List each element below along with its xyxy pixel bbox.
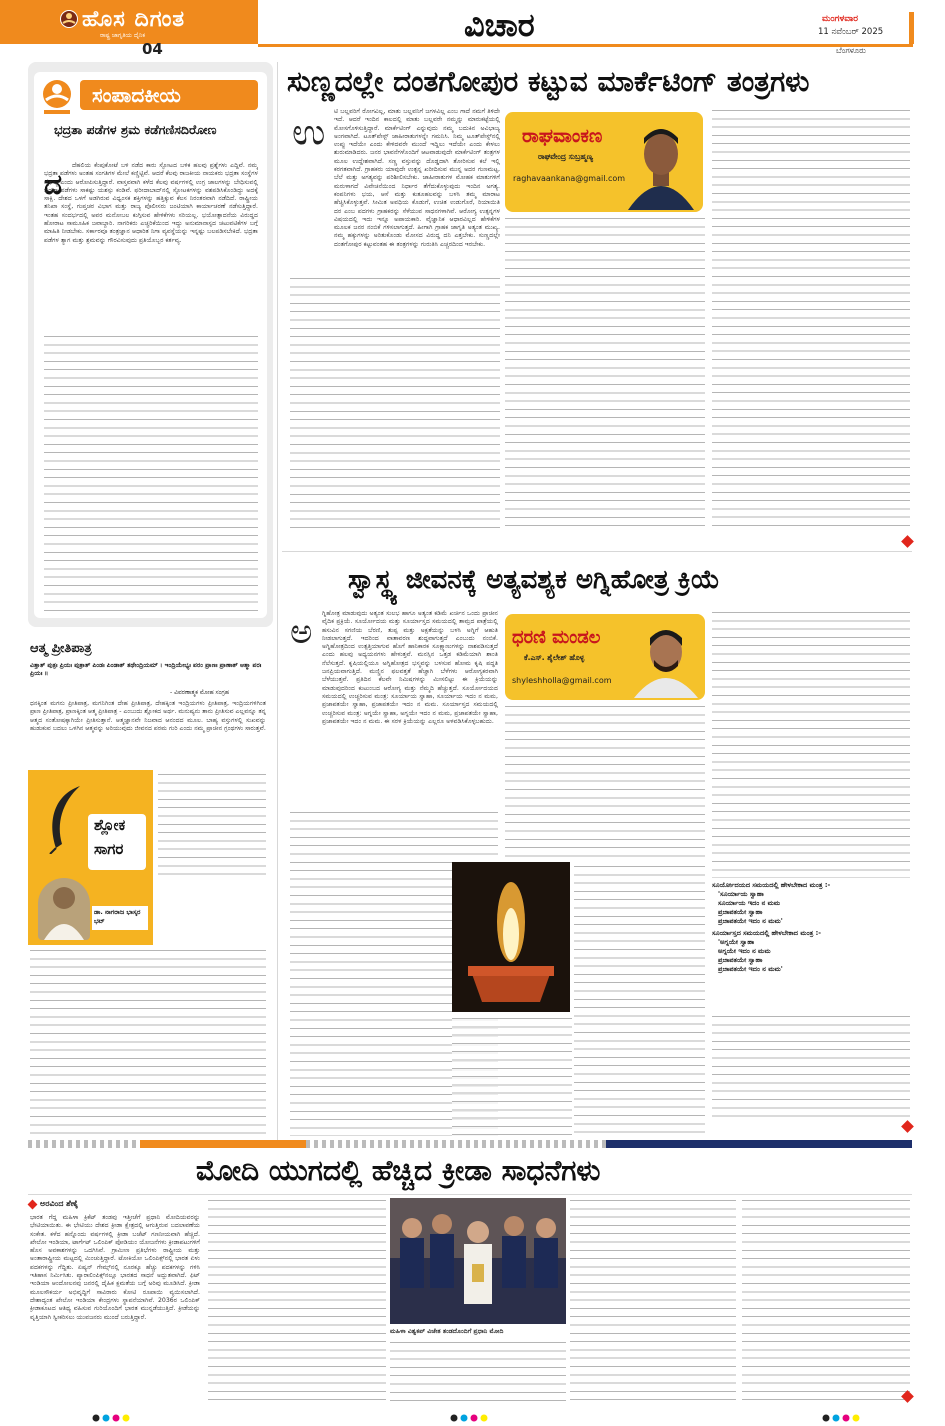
editorial-dropcap: ದ (44, 168, 63, 201)
mantra-1-line-4: ಪ್ರಜಾಪತಯೇ ಇದಂ ನ ಮಮ' (718, 917, 783, 925)
city: ಬೆಂಗಳೂರು (836, 46, 866, 55)
editorial-heading: ಸಂಪಾದಕೀಯ (92, 83, 181, 107)
editorial-title: ಭದ್ರತಾ ಪಡೆಗಳ ಶ್ರಮ ಕಡೆಗಣಿಸದಿರೋಣ (54, 122, 217, 137)
logo-icon (60, 10, 78, 28)
section-title: ವಿಚಾರ (464, 6, 535, 44)
logo-title: ಹೊಸ ದಿಗಂತ (82, 6, 186, 32)
columnist-name: ಡಾ. ನಾಗರಾಜ ಭಾಸ್ಕರ ಭಟ್ (94, 908, 141, 925)
article2-author-photo (630, 616, 702, 698)
shloka-label-1: ಶ್ಲೋಕ (94, 816, 126, 834)
quill-icon (42, 784, 84, 854)
mantra-heading-1: ಸೂರ್ಯೋದಯದ ಸಮಯದಲ್ಲಿ ಹೇಳಬೇಕಾದ ಮಂತ್ರ :- (712, 881, 831, 889)
article2-author: ಕೆ.ಎಸ್. ಶೈಲೇಶ್ ಹೊಳ್ಳ (524, 653, 585, 662)
article2-body: ಗ್ನಿಹೋತ್ರ ಮಾಡುವುದು ಅತ್ಯಂತ ಸುಲಭ ಹಾಗೂ ಅತ್ಯಂತ ಕಡಿಮೆ ಖರ್ಚಿನ ಒಂದು ಪ್ರಾಚೀನ ವೈದಿಕ ಪ್ರಕ್ರಿಯೆ. ಸೂರ್ಯೋದಯ ಮತ್ತು ಸೂರ್ಯಾಸ್ತದ ಸಮಯದಲ್ಲಿ ತಾಮ್ರದ ಪಾತ್ರೆಯಲ್ಲಿ ಹಸುವಿನ ಸಗಣಿಯ ಬೆರಣಿ, ತುಪ್ಪ ಮತ್ತು ಅಕ್ಷತೆಯನ್ನು ಬಳಸಿ ಅಗ್ನಿಗೆ ಆಹುತಿ ನೀಡಲಾಗುತ್ತದೆ. ಇದರಿಂದ ವಾತಾವರಣ ಶುದ್ಧವಾಗುತ್ತದೆ ಎಂಬುದು ನಂಬಿಕೆ. ಅಗ್ನಿಹೋತ್ರದಿಂದ ಉತ್ಪತ್ತಿಯಾಗುವ ಹೊಗೆ ಹಾನಿಕಾರಕ ಸೂಕ್ಷ್ಮಾಣುಗಳನ್ನು ನಾಶಪಡಿಸುತ್ತದೆ ಎಂದು ಹಲವು ಅಧ್ಯಯನಗಳು ಹೇಳುತ್ತವೆ. ಮನಸ್ಸಿನ ಒತ್ತಡ ಕಡಿಮೆಯಾಗಿ ಶಾಂತಿ ನೆಲೆಸುತ್ತದೆ. ಕೃಷಿಯಲ್ಲಿಯೂ ಅಗ್ನಿಹೋತ್ರದ ಭಸ್ಮವನ್ನು ಬಳಸುವ ಹೋಮ ಕೃಷಿ ಪದ್ಧತಿ ಜನಪ್ರಿಯವಾಗುತ್ತಿದೆ. ಮಣ್ಣಿನ ಫಲವತ್ತತೆ ಹೆಚ್ಚಾಗಿ ಬೆಳೆಗಳು ಆರೋಗ್ಯಕರವಾಗಿ ಬೆಳೆಯುತ್ತವೆ. ಪ್ರತಿದಿನ ಕೆಲವೇ ನಿಮಿಷಗಳನ್ನು ಮೀಸಲಿಟ್ಟು ಈ ಕ್ರಿಯೆಯನ್ನು ಮಾಡುವುದರಿಂದ ಕುಟುಂಬದ ಆರೋಗ್ಯ ಮತ್ತು ನೆಮ್ಮದಿ ಹೆಚ್ಚುತ್ತದೆ. ಸೂರ್ಯೋದಯದ ಸಮಯದಲ್ಲಿ ಉಚ್ಚರಿಸುವ ಮಂತ್ರ: ಸೂರ್ಯಾಯ ಸ್ವಾಹಾ, ಸೂರ್ಯಾಯ ಇದಂ ನ ಮಮ, ಪ್ರಜಾಪತಯೇ ಸ್ವಾಹಾ, ಪ್ರಜಾಪತಯೇ ಇದಂ ನ ಮಮ. ಸೂರ್ಯಾಸ್ತದ ಸಮಯದಲ್ಲಿ ಉಚ್ಚರಿಸುವ ಮಂತ್ರ: ಅಗ್ನಯೇ ಸ್ವಾಹಾ, ಅಗ್ನಯೇ ಇದಂ ನ ಮಮ, ಪ್ರಜಾಪತಯೇ ಸ್ವಾಹಾ, ಪ್ರಜಾಪತಯೇ ಇದಂ ನ ಮಮ. ಈ ಸರಳ ಕ್ರಿಯೆಯನ್ನು ಎಲ್ಲರೂ ಅಳವಡಿಸಿಕೊಳ್ಳಬಹುದು. (322, 610, 498, 725)
mantra-2-line-1: 'ಅಗ್ನಯೇ ಸ್ವಾಹಾ (718, 938, 755, 946)
article1-col3 (712, 108, 910, 528)
page-number: 04 (142, 40, 163, 58)
article3-body: ಭಾರತ ಗೆದ್ದ ಮಹಿಳಾ ಕ್ರಿಕೆಟ್ ತಂಡವು ಇತ್ತೀಚೆಗೆ ಪ್ರಧಾನಿ ಮೋದಿಯವರನ್ನು ಭೇಟಿಯಾಯಿತು. ಈ ಭೇಟಿಯು ದೇಶದ ಕ್ರೀಡಾ ಕ್ಷೇತ್ರದಲ್ಲಿ ಆಗುತ್ತಿರುವ ಬದಲಾವಣೆಯ ಸಂಕೇತ. ಕಳೆದ ಹನ್ನೊಂದು ವರ್ಷಗಳಲ್ಲಿ ಕ್ರೀಡಾ ಬಜೆಟ್ ಗಣನೀಯವಾಗಿ ಹೆಚ್ಚಿದೆ. ಖೇಲೋ ಇಂಡಿಯಾ, ಟಾರ್ಗೆಟ್ ಒಲಿಂಪಿಕ್ ಪೋಡಿಯಂ ಯೋಜನೆಗಳು ಕ್ರೀಡಾಪಟುಗಳಿಗೆ ಹೊಸ ಅವಕಾಶಗಳನ್ನು ಒದಗಿಸಿವೆ. ಗ್ರಾಮೀಣ ಪ್ರತಿಭೆಗಳು ರಾಷ್ಟ್ರೀಯ ಮತ್ತು ಅಂತಾರಾಷ್ಟ್ರೀಯ ಮಟ್ಟದಲ್ಲಿ ಮಿಂಚುತ್ತಿದ್ದಾರೆ. ಟೋಕಿಯೋ ಒಲಿಂಪಿಕ್ಸ್‌ನಲ್ಲಿ ಭಾರತ ಏಳು ಪದಕಗಳನ್ನು ಗೆದ್ದಿತು. ಏಷ್ಯನ್ ಗೇಮ್ಸ್‌ನಲ್ಲಿ ನೂರಕ್ಕೂ ಹೆಚ್ಚು ಪದಕಗಳನ್ನು ಗಳಿಸಿ ಇತಿಹಾಸ ನಿರ್ಮಿಸಿತು. ಪ್ಯಾರಾಲಿಂಪಿಕ್ಸ್‌ನಲ್ಲೂ ಭಾರತದ ಸಾಧನೆ ಅದ್ಭುತವಾಗಿದೆ. ಫಿಟ್ ಇಂಡಿಯಾ ಆಂದೋಲನವು ಜನರಲ್ಲಿ ದೈಹಿಕ ಕ್ಷಮತೆಯ ಬಗ್ಗೆ ಅರಿವು ಮೂಡಿಸಿದೆ. ಕ್ರೀಡಾ ಮೂಲಸೌಕರ್ಯ ಅಭಿವೃದ್ಧಿಗೆ ಸಾವಿರಾರು ಕೋಟಿ ರೂಪಾಯಿ ವ್ಯಯಿಸಲಾಗಿದೆ. ದೇಶಾದ್ಯಂತ ಖೇಲೋ ಇಂಡಿಯಾ ಕೇಂದ್ರಗಳು ಸ್ಥಾಪನೆಯಾಗಿವೆ. 2036ರ ಒಲಿಂಪಿಕ್ ಕ್ರೀಡಾಕೂಟದ ಆತಿಥ್ಯ ವಹಿಸುವ ಗುರಿಯೊಂದಿಗೆ ಭಾರತ ಮುನ್ನಡೆಯುತ್ತಿದೆ. ಕ್ರೀಡೆಯನ್ನು ವೃತ್ತಿಯಾಗಿ ಸ್ವೀಕರಿಸಲು ಯುವಜನರು ಮುಂದೆ ಬರುತ್ತಿದ್ದಾರೆ. (30, 1214, 200, 1321)
mantra-1-line-2: ಸೂರ್ಯಾಯ ಇದಂ ನ ಮಮ (718, 899, 781, 907)
article1-title: ಸುಣ್ಣದಲ್ಲೇ ದಂತಗೋಪುರ ಕಟ್ಟುವ ಮಾರ್ಕೆಟಿಂಗ್ ತಂತ್ರಗಳು (287, 65, 810, 98)
article3-photo (390, 1198, 566, 1324)
article2-col2-top (505, 704, 705, 860)
article1-end-icon (901, 535, 914, 548)
article3-title: ಮೋದಿ ಯುಗದಲ್ಲಿ ಹೆಚ್ಚಿದ ಕ್ರೀಡಾ ಸಾಧನೆಗಳು (196, 1154, 601, 1187)
mantra-2-line-4: ಪ್ರಜಾಪತಯೇ ಇದಂ ನ ಮಮ' (718, 965, 783, 973)
divider-horizontal-1 (282, 551, 912, 552)
article1-col1 (290, 276, 500, 528)
article1-col2 (505, 216, 705, 528)
shloka-label-2: ಸಾಗರ (94, 840, 124, 858)
atma-body-continued-2 (30, 948, 266, 1140)
article3-photo-caption: ಮಹಿಳಾ ವಿಶ್ವಕಪ್ ವಿಜೇತ ತಂಡದೊಂದಿಗೆ ಪ್ರಧಾನಿ ಮೋದಿ (390, 1328, 504, 1335)
shloka-sagara-logo (28, 770, 153, 945)
article2-col2-bottom (574, 864, 705, 1136)
editorial-body: ದೆಹಲಿಯ ಕೆಂಪುಕೋಟೆ ಬಳಿ ನಡೆದ ಕಾರು ಸ್ಫೋಟದ ಬಳಿಕ ಹಲವು ಪ್ರಶ್ನೆಗಳು ಎದ್ದಿವೆ. ನಮ್ಮ ಭದ್ರತಾ ಪಡೆಗಳು ಅಂತಹ ಸಂಗತಿಗಳ ಮೇಲೆ ಕಣ್ಣಿಟ್ಟಿವೆ. ಆದರೆ ಕೆಲವು ರಾಜಕೀಯ ನಾಯಕರು ಭದ್ರತಾ ಸಂಸ್ಥೆಗಳ ವೈಫಲ್ಯ ಎಂದು ಆರೋಪಿಸುತ್ತಿದ್ದಾರೆ. ವಾಸ್ತವವಾಗಿ ಕಳೆದ ಕೆಲವು ವರ್ಷಗಳಲ್ಲಿ ಉಗ್ರ ಜಾಲಗಳನ್ನು ಬೇಧಿಸುವಲ್ಲಿ ಭದ್ರತಾ ಪಡೆಗಳು ಸಾಕಷ್ಟು ಯಶಸ್ಸು ಕಂಡಿವೆ. ಫರೀದಾಬಾದ್‌ನಲ್ಲಿ ಸ್ಫೋಟಕಗಳನ್ನು ವಶಪಡಿಸಿಕೊಂಡಿದ್ದು ಅದಕ್ಕೆ ಸಾಕ್ಷಿ. ದೇಶದ ಒಳಗೆ ಅಡಗಿರುವ ವಿಧ್ವಂಸಕ ಶಕ್ತಿಗಳನ್ನು ಹತ್ತಿಕ್ಕುವ ಕೆಲಸ ನಿರಂತರವಾಗಿ ನಡೆದಿದೆ. ರಾಷ್ಟ್ರೀಯ ತನಿಖಾ ಸಂಸ್ಥೆ, ಗುಪ್ತಚರ ವಿಭಾಗ ಮತ್ತು ರಾಜ್ಯ ಪೊಲೀಸರು ಜಂಟಿಯಾಗಿ ಕಾರ್ಯಾಚರಣೆ ನಡೆಸುತ್ತಿದ್ದಾರೆ. ಇಂತಹ ಸಂದರ್ಭದಲ್ಲಿ ಅವರ ಮನೋಬಲ ಕುಗ್ಗಿಸುವ ಹೇಳಿಕೆಗಳು ಸರಿಯಲ್ಲ. ಭಯೋತ್ಪಾದನೆಯ ವಿರುದ್ಧದ ಹೋರಾಟ ಸಾಮೂಹಿಕ ಜವಾಬ್ದಾರಿ. ನಾಗರಿಕರು ಎಚ್ಚರಿಕೆಯಿಂದ ಇದ್ದು ಅನುಮಾನಾಸ್ಪದ ಚಟುವಟಿಕೆಗಳ ಬಗ್ಗೆ ಮಾಹಿತಿ ನೀಡಬೇಕು. ಸರ್ಕಾರವೂ ತಂತ್ರಜ್ಞಾನ ಆಧಾರಿತ ನಿಗಾ ವ್ಯವಸ್ಥೆಯನ್ನು ಇನ್ನಷ್ಟು ಬಲಪಡಿಸಬೇಕಿದೆ. ಭದ್ರತಾ ಪಡೆಗಳ ತ್ಯಾಗ ಮತ್ತು ಶ್ರಮವನ್ನು ಗೌರವಿಸುವುದು ಪ್ರತಿಯೊಬ್ಬರ ಕರ್ತವ್ಯ. (44, 162, 258, 244)
registration-marks-left (92, 1407, 152, 1415)
mantra-2-line-2: ಅಗ್ನಯೇ ಇದಂ ನ ಮಮ (718, 947, 771, 955)
divider-left (277, 62, 278, 1142)
masthead-rule (258, 44, 913, 47)
masthead (0, 0, 945, 62)
article2-title: ಸ್ವಾಸ್ಥ್ಯ ಜೀವನಕ್ಕೆ ಅತ್ಯವಶ್ಯಕ ಅಗ್ನಿಹೋತ್ರ ಕ್ರಿಯೆ (348, 565, 720, 595)
article3-author-icon (28, 1200, 38, 1210)
atma-verse: ವಿತ್ತಾತ್ ಪುತ್ರಃ ಪ್ರಿಯಃ ಪುತ್ರಾತ್ ಪಿಂಡಃ ಪಿಂಡಾತ್ ತಥೇಂದ್ರಿಯಮ್ । ಇಂದ್ರಿಯೇಭ್ಯಃ ಪರಂ ಪ್ರಾಣಃ ಪ್ರಾಣಾತ್ ಆತ್ಮಾ ಪರಃ ಪ್ರಿಯಃ ॥ (30, 662, 262, 678)
article2-column-name: ಧರಣಿ ಮಂಡಲ (512, 627, 601, 648)
article1-column-name: ರಾಘವಾಂಕಣ (522, 125, 603, 147)
color-strip-navy (606, 1140, 912, 1148)
article1-email: raghavaankana@gmail.com (513, 174, 626, 183)
columnist-photo (38, 878, 90, 940)
article3-col5 (742, 1198, 910, 1402)
mantra-block (712, 880, 910, 1010)
mantra-1-line-3: ಪ್ರಜಾಪತಯೇ ಸ್ವಾಹಾ (718, 908, 763, 916)
agnihotra-photo (452, 862, 570, 1012)
editorial-body-continued (44, 334, 258, 616)
article2-end-icon (901, 1120, 914, 1133)
article2-col3-top (712, 610, 910, 878)
logo-subtitle: ರಾಷ್ಟ್ರ ಜಾಗೃತಿಯ ದೈನಿಕ (100, 32, 146, 39)
article3-col4 (570, 1198, 736, 1402)
article3-col2 (208, 1198, 386, 1402)
registration-marks-right (822, 1407, 882, 1415)
atma-body-continued (158, 772, 266, 882)
article1-dropcap: ಉ (292, 112, 326, 153)
color-strip-gray (28, 1140, 138, 1148)
day: ಮಂಗಳವಾರ (822, 14, 859, 24)
article2-col2-bottom2 (452, 1016, 572, 1136)
article1-author-photo (622, 114, 700, 210)
article2-email: shyleshholla@gmail.com (512, 676, 612, 685)
color-strip-orange (140, 1140, 306, 1148)
date: 11 ನವೆಂಬರ್ 2025 (818, 27, 884, 37)
registration-marks-center (450, 1407, 510, 1415)
atma-source: - ವಿವರಣಾತ್ಮಕ ಮೋಹ ಸಂಗ್ರಹ (170, 689, 230, 696)
mantra-heading-2: ಸೂರ್ಯಾಸ್ತದ ಸಮಯದಲ್ಲಿ ಹೇಳಬೇಕಾದ ಮಂತ್ರ :- (712, 929, 821, 937)
atma-body: ಧನಕ್ಕಿಂತ ಮಗನು ಪ್ರೀತಿಪಾತ್ರ, ಮಗನಿಗಿಂತ ದೇಹ ಪ್ರೀತಿಪಾತ್ರ, ದೇಹಕ್ಕಿಂತ ಇಂದ್ರಿಯಗಳು ಪ್ರೀತಿಪಾತ್ರ, ಇಂದ್ರಿಯಗಳಿಗಿಂತ ಪ್ರಾಣ ಪ್ರೀತಿಪಾತ್ರ, ಪ್ರಾಣಕ್ಕಿಂತ ಆತ್ಮ ಪ್ರೀತಿಪಾತ್ರ - ಎಂಬುದು ಶ್ಲೋಕದ ಅರ್ಥ. ಮನುಷ್ಯನು ತಾನು ಪ್ರೀತಿಸುವ ಎಲ್ಲವನ್ನೂ ತನ್ನ ಆತ್ಮದ ಸಂತೋಷಕ್ಕಾಗಿಯೇ ಪ್ರೀತಿಸುತ್ತಾನೆ. ಆತ್ಮಜ್ಞಾನವೇ ನಿಜವಾದ ಆನಂದದ ಮೂಲ. ಬಾಹ್ಯ ವಸ್ತುಗಳಲ್ಲಿ ಸುಖವನ್ನು ಹುಡುಕುವ ಬದಲು ಒಳಗಿನ ಆತ್ಮವನ್ನು ಅರಿಯುವುದು ಜೀವನದ ಪರಮ ಗುರಿ ಎಂದು ನಮ್ಮ ಪ್ರಾಚೀನ ಗ್ರಂಥಗಳು ಸಾರುತ್ತವೆ. (30, 700, 266, 732)
article1-author: ರಾಘವೇಂದ್ರ ಸುಬ್ರಹ್ಮಣ್ಯ (538, 152, 593, 161)
article1-body: ಟಿ ಬಲ್ಲವರಿಗೆ ರೋಗವಿಲ್ಲ, ಮಾತು ಬಲ್ಲವನಿಗೆ ಜಗಳವಿಲ್ಲ ಎಂಬ ಗಾದೆ ನಮಗೆ ತಿಳಿದೇ ಇದೆ. ಆದರೆ ಇಂದಿನ ಕಾಲದಲ್ಲಿ ಮಾತು ಬಲ್ಲವರೇ ನಮ್ಮನ್ನು ಮಾರುಕಟ್ಟೆಯಲ್ಲಿ ಮೋಸಗೊಳಿಸುತ್ತಿದ್ದಾರೆ. ಮಾರ್ಕೆಟಿಂಗ್ ಎನ್ನುವುದು ನಮ್ಮ ಬದುಕಿನ ಅವಿಭಾಜ್ಯ ಅಂಗವಾಗಿದೆ. ಟೂತ್‌ಪೇಸ್ಟ್ ಜಾಹೀರಾತುಗಳನ್ನೇ ಗಮನಿಸಿ. ನಿಮ್ಮ ಟೂತ್‌ಪೇಸ್ಟ್‌ನಲ್ಲಿ ಉಪ್ಪು ಇದೆಯೇ ಎಂದು ಕೇಳಿದವರೇ ಮುಂದೆ ಇದ್ದಿಲು ಇದೆಯೇ ಎಂದು ಕೇಳಲು ಶುರುಮಾಡಿದರು. ಜನರ ಭಾವನೆಗಳೊಂದಿಗೆ ಆಟವಾಡುವುದೇ ಮಾರ್ಕೆಟಿಂಗ್ ತಂತ್ರಗಳ ಮೂಲ ಉದ್ದೇಶವಾಗಿದೆ. ಸಣ್ಣ ವಸ್ತುವನ್ನು ದೊಡ್ಡದಾಗಿ ತೋರಿಸುವ ಕಲೆ ಇಲ್ಲಿ ಕರಗತವಾಗಿದೆ. ಗ್ರಾಹಕರು ಯಾವುದೇ ಉತ್ಪನ್ನ ಖರೀದಿಸುವ ಮುನ್ನ ಅದರ ಗುಣಮಟ್ಟ, ಬೆಲೆ ಮತ್ತು ಅಗತ್ಯವನ್ನು ಪರಿಶೀಲಿಸಬೇಕು. ಜಾಹೀರಾತುಗಳ ಮೋಹಕ ಮಾತುಗಳಿಗೆ ಮರುಳಾಗದೆ ವಿವೇಚನೆಯಿಂದ ನಿರ್ಧಾರ ತೆಗೆದುಕೊಳ್ಳುವುದು ಇಂದಿನ ಅಗತ್ಯ. ಕಂಪನಿಗಳು ಭಯ, ಆಸೆ ಮತ್ತು ಕುತೂಹಲವನ್ನು ಬಳಸಿ ತಮ್ಮ ಮಾರಾಟ ಹೆಚ್ಚಿಸಿಕೊಳ್ಳುತ್ತವೆ. ಸೀಮಿತ ಅವಧಿಯ ಕೊಡುಗೆ, ಉಚಿತ ಉಡುಗೊರೆ, ರಿಯಾಯಿತಿ ದರ ಎಂಬ ಪದಗಳು ಗ್ರಾಹಕರನ್ನು ಸೆಳೆಯುವ ಸಾಧನಗಳಾಗಿವೆ. ಆರೋಗ್ಯ ಉತ್ಪನ್ನಗಳ ವಿಷಯದಲ್ಲಿ ಇದು ಇನ್ನೂ ಅಪಾಯಕಾರಿ. ವೈಜ್ಞಾನಿಕ ಆಧಾರವಿಲ್ಲದ ಹೇಳಿಕೆಗಳ ಮೂಲಕ ಜನರ ನಂಬಿಕೆ ಗಳಿಸಲಾಗುತ್ತದೆ. ಹೀಗಾಗಿ ಗ್ರಾಹಕ ಜಾಗೃತಿ ಅತ್ಯಂತ ಮುಖ್ಯ. ನಮ್ಮ ಹಕ್ಕುಗಳನ್ನು ಅರಿತುಕೊಂಡು ಮೋಸದ ವಿರುದ್ಧ ದನಿ ಎತ್ತಬೇಕು. ಸುಣ್ಣದಲ್ಲೇ ದಂತಗೋಪುರ ಕಟ್ಟುವಂತಹ ಈ ತಂತ್ರಗಳನ್ನು ಗುರುತಿಸಿ ಎಚ್ಚರದಿಂದ ಇರಬೇಕು. (334, 108, 500, 248)
mantra-2-line-3: ಪ್ರಜಾಪತಯೇ ಸ್ವಾಹಾ (718, 956, 763, 964)
color-strip-gray-2 (306, 1140, 606, 1148)
atma-title: ಆತ್ಮ ಪ್ರೀತಿಪಾತ್ರ (30, 641, 92, 656)
editorial-logo-icon (40, 78, 74, 116)
divider-horizontal-2 (28, 1194, 912, 1195)
mantra-1-line-1: 'ಸೂರ್ಯಾಯ ಸ್ವಾಹಾ (718, 890, 764, 898)
article3-author: ಅರವಿಂದ ಶೆಣೈ (40, 1199, 79, 1208)
article2-col3-bottom (712, 1014, 910, 1118)
article2-dropcap: ಅ (290, 612, 313, 652)
masthead-right-mark (909, 12, 914, 44)
article3-col3-bottom (390, 1340, 566, 1402)
